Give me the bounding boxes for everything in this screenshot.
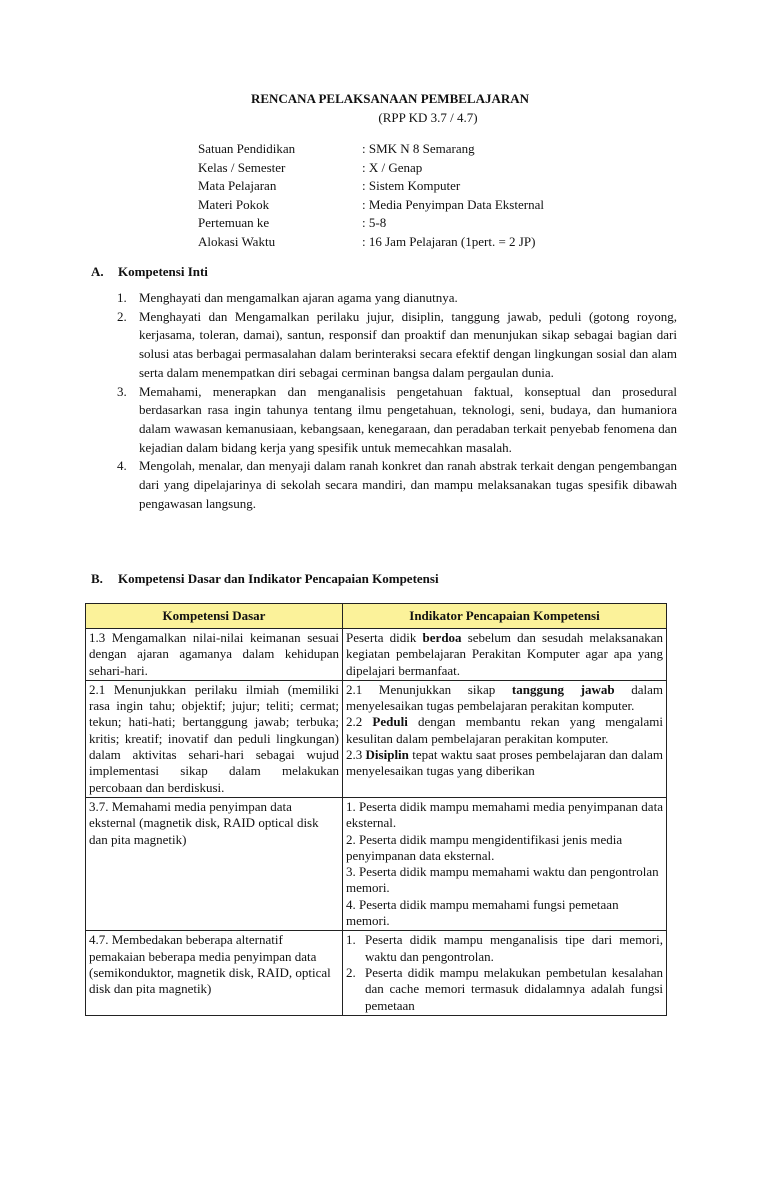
list-item-text: Mengolah, menalar, dan menyaji dalam ranah konkret dan ranah abstrak terkait dengan pengembangan dari yang dipelajarinya di sekolah secara mandiri, dan mampu melaksanakan tugas spesifik dibawah pengawasan langsung. (139, 458, 677, 511)
meta-label: Pertemuan ke (198, 215, 270, 231)
competency-table (85, 603, 667, 1016)
meta-row (198, 233, 618, 252)
indicator-cell (343, 629, 667, 681)
meta-value: : 5-8 (362, 215, 387, 231)
list-item (117, 289, 677, 308)
indicator-cell (343, 680, 667, 797)
meta-value: : Media Penyimpan Data Eksternal (362, 196, 544, 212)
indicator-item (346, 965, 663, 1014)
list-item-number: 1. (117, 290, 127, 305)
indicator-text: sebelum dan sesudah melaksanakan kegiatan pembelajaran Perakitan Komputer agar apa yang dipelajari bermanfaat. (346, 630, 663, 678)
list-item (117, 383, 677, 458)
kd-cell: 2.1 Menunjukkan perilaku ilmiah (memiliki rasa ingin tahu; objektif; jujur; teliti; cermat; tekun; hati-hati; bertanggung jawab; terbuka; kritis; kreatif; inovatif dan peduli lingkungan) dalam aktivitas sehari-hari sebagai wujud implementasi sikap dalam melakukan percobaan dan berdiskusi. (86, 680, 343, 797)
meta-value: : X / Genap (362, 159, 423, 175)
indicator-cell (343, 931, 667, 1015)
section-a-title: Kompetensi Inti (118, 264, 208, 279)
indicator-item: 2. Peserta didik mampu mengidentifikasi jenis media penyimpanan data eksternal. (346, 831, 623, 863)
header-kompetensi-dasar: Kompetensi Dasar (86, 604, 343, 629)
identity-block (198, 140, 618, 252)
meta-value: : Sistem Komputer (362, 178, 461, 194)
meta-row (198, 196, 618, 215)
section-b-number: B. (91, 571, 103, 586)
indicator-item (346, 932, 663, 965)
section-a-heading (91, 264, 208, 280)
indicator-number: 1. (346, 932, 356, 948)
indicator-text: 2.1 Menunjukkan sikap (346, 681, 512, 697)
indicator-cell (343, 797, 667, 930)
kd-cell: 4.7. Membedakan beberapa alternatif pemakaian beberapa media penyimpan data (semikonduktor, magnetik disk, RAID, optical disk dan pita magnetik) (86, 931, 343, 1015)
kompetensi-inti-list (117, 289, 677, 513)
meta-row (198, 214, 618, 233)
meta-value: : SMK N 8 Semarang (362, 141, 475, 156)
meta-label: Mata Pelajaran (198, 178, 277, 194)
section-b-heading (91, 571, 439, 587)
section-a-number: A. (91, 264, 104, 279)
list-item-text: Menghayati dan Mengamalkan perilaku jujur, disiplin, tanggung jawab, peduli (gotong royong, kerjasama, toleran, damai), santun, responsif dan proaktif dan menunjukan sikap sebagai bagian dari solusi atas berbagai permasalahan dalam berinteraksi secara efektif dengan lingkungan sosial dan alam serta dalam menempatkan diri sebagai cerminan bangsa dalam pergaulan dunia. (139, 308, 677, 380)
list-item (117, 308, 677, 383)
indicator-item: 3. Peserta didik mampu memahami waktu dan pengontrolan memori. (346, 864, 659, 896)
meta-value: : 16 Jam Pelajaran (1pert. = 2 JP) (362, 233, 536, 249)
indicator-item (346, 747, 663, 780)
list-item-number: 2. (117, 308, 127, 324)
kd-cell: 3.7. Memahami media penyimpan data eksternal (magnetik disk, RAID optical disk dan pita magnetik) (86, 797, 343, 930)
table-row (86, 931, 667, 1015)
list-item (117, 457, 677, 513)
header-indikator: Indikator Pencapaian Kompetensi (343, 604, 667, 629)
list-item-text: Memahami, menerapkan dan menganalisis pengetahuan faktual, konseptual dan prosedural berdasarkan rasa ingin tahunya tentang ilmu pengetahuan, teknologi, seni, budaya, dan humaniora dalam wawasan kemanusiaan, kebangsaan, kenegaraan, dan peradaban terkait penyebab fenomena dan kejadian dalam bidang kerja yang spesifik untuk memecahkan masalah. (139, 383, 677, 455)
list-item-number: 3. (117, 383, 127, 399)
indicator-text: Peserta didik (346, 630, 423, 645)
table-header-row (86, 604, 667, 629)
indicator-item (346, 714, 663, 747)
meta-label: Kelas / Semester (198, 159, 286, 175)
list-item-text: Menghayati dan mengamalkan ajaran agama yang dianutnya. (139, 290, 458, 305)
indicator-text: Peserta didik mampu menganalisis tipe dari memori, waktu dan pengontrolan. (365, 932, 663, 964)
indicator-text: Peserta didik mampu melakukan pembetulan kesalahan dan cache memori termasuk didalamnya adalah fungsi pemetaan (365, 964, 663, 1013)
indicator-item: 1. Peserta didik mampu memahami media penyimpanan data eksternal. (346, 798, 663, 831)
indicator-text: 2.3 (346, 747, 366, 763)
kd-cell: 1.3 Mengamalkan nilai-nilai keimanan sesuai dengan ajaran agamanya dalam kehidupan sehari-hari. (86, 629, 343, 681)
table-row (86, 797, 667, 930)
meta-label: Alokasi Waktu (198, 233, 276, 249)
meta-row (198, 177, 618, 196)
indicator-text: tepat waktu saat proses pembelajaran dan dalam menyelesaikan tugas yang diberikan (346, 747, 663, 779)
meta-row (198, 159, 618, 178)
indicator-keyword: Disiplin (365, 747, 409, 763)
meta-label: Materi Pokok (198, 196, 270, 212)
indicator-text: dalam menyelesaikan tugas pembelajaran perakitan komputer. (346, 681, 663, 714)
list-item-number: 4. (117, 458, 127, 474)
indicator-number: 2. (346, 964, 356, 980)
document-subtitle: (RPP KD 3.7 / 4.7) (378, 110, 478, 125)
meta-row (198, 140, 618, 159)
indicator-text: dengan membantu rekan yang mengalami kesulitan dalam pembelajaran perakitan komputer. (346, 714, 663, 746)
section-b-title: Kompetensi Dasar dan Indikator Pencapaian Kompetensi (118, 571, 439, 586)
table-row (86, 680, 667, 797)
indicator-keyword: Peduli (372, 714, 408, 730)
document-title: RENCANA PELAKSANAAN PEMBELAJARAN (250, 91, 530, 106)
meta-label: Satuan Pendidikan (198, 141, 296, 156)
indicator-item: 4. Peserta didik mampu memahami fungsi pemetaan memori. (346, 896, 619, 929)
indicator-keyword: tanggung jawab (511, 681, 615, 697)
indicator-item (346, 682, 663, 715)
indicator-keyword: berdoa (422, 630, 462, 645)
indicator-text: 2.2 (346, 714, 373, 730)
table-row (86, 629, 667, 681)
